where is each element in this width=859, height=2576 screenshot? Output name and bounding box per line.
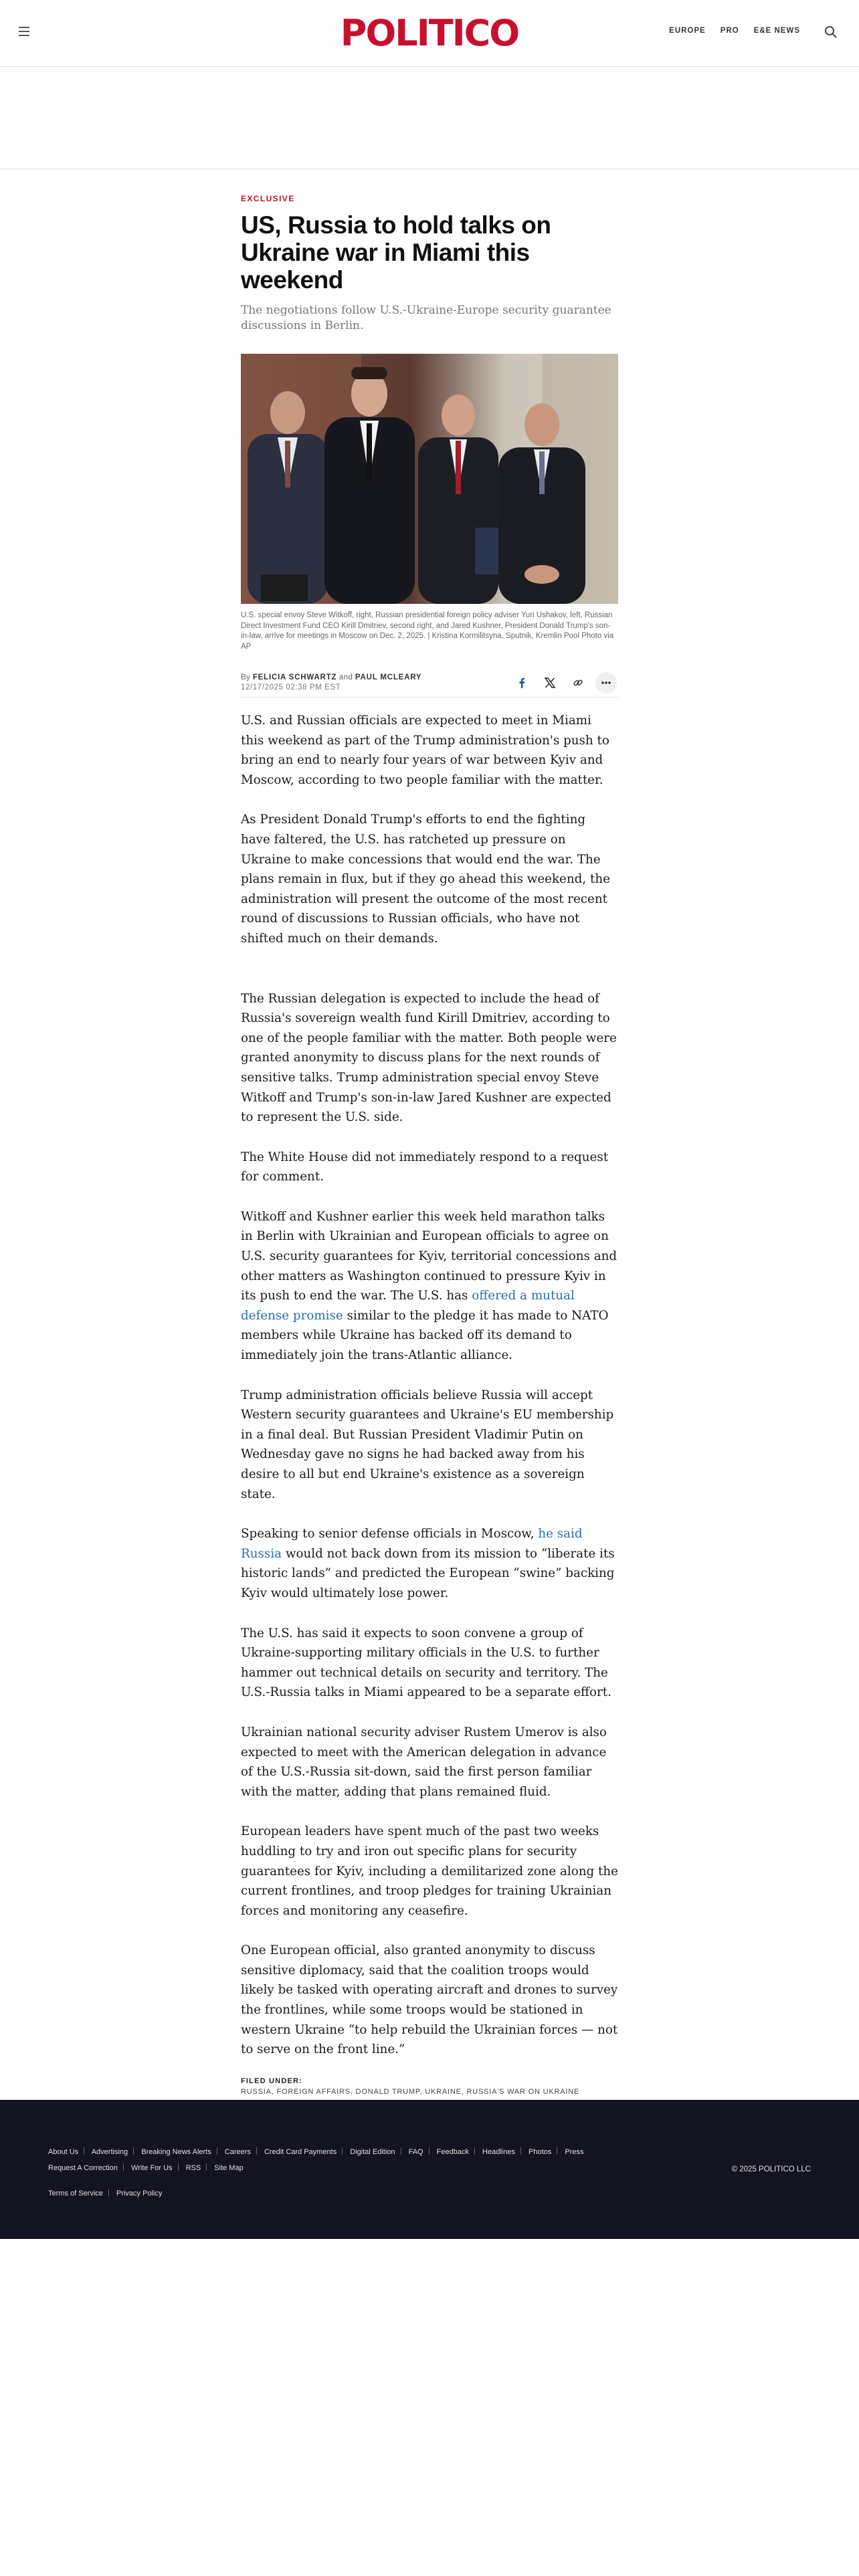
paragraph: The White House did not immediately respond to a request for comment. xyxy=(241,1150,609,1184)
politico-logo[interactable]: POLITICO xyxy=(340,12,519,54)
footer-link[interactable]: Feedback xyxy=(436,2148,469,2156)
footer-links-row-2 xyxy=(48,2160,597,2176)
article xyxy=(241,194,618,2096)
photo-caption: U.S. special envoy Steve Witkoff, right, Russian presidential foreign policy adviser Yuri Ushakov, left, Russian Direct Investment Fund CEO Kirill Dmitriev, second right, and Jared Kushner, President Donald Trump's son-in-law, arrive for meetings in Moscow on Dec. 2, 2025. | Kristina Kormilitsyna, Sputnik, Kremlin Pool Photo via AP xyxy=(241,611,614,651)
nav-ee-news[interactable]: E&E NEWS xyxy=(753,27,800,35)
author-link[interactable]: FELICIA SCHWARTZ xyxy=(252,673,337,681)
footer-link[interactable]: Headlines xyxy=(482,2148,515,2156)
facebook-share-button[interactable] xyxy=(511,672,533,693)
filed-under-label: FILED UNDER: xyxy=(241,2076,303,2085)
top-nav xyxy=(669,27,800,35)
copy-link-button[interactable] xyxy=(567,672,589,693)
footer-link[interactable]: Write For Us xyxy=(131,2164,173,2172)
share-buttons xyxy=(511,672,617,693)
footer-link[interactable]: Careers xyxy=(224,2148,251,2156)
inline-link-he-said-russia[interactable]: he said Russia xyxy=(241,1527,583,1561)
site-footer xyxy=(0,2100,859,2239)
footer-link[interactable]: Request A Correction xyxy=(48,2164,118,2172)
footer-link[interactable]: Digital Edition xyxy=(350,2148,395,2156)
x-share-button[interactable] xyxy=(539,672,561,693)
inline-link-defense-promise[interactable]: offered a mutual defense promise xyxy=(241,1289,575,1323)
footer-link[interactable]: Breaking News Alerts xyxy=(141,2148,211,2156)
more-icon xyxy=(601,677,611,688)
filed-under-tags[interactable]: RUSSIA, FOREIGN AFFAIRS, DONALD TRUMP, UKRAINE, RUSSIA'S WAR ON UKRAINE xyxy=(241,2087,580,2096)
footer-link[interactable]: About Us xyxy=(48,2148,79,2156)
footer-link[interactable]: FAQ xyxy=(408,2148,423,2156)
footer-link[interactable]: Press xyxy=(565,2148,584,2156)
paragraph: Speaking to senior defense officials in Moscow, he said Russia would not back down from its mission to “liberate its historic lands” and predicted the European “swine” backing Kyiv would ultimately lose power. xyxy=(241,1527,615,1600)
footer-link[interactable]: Photos xyxy=(529,2148,552,2156)
paragraph: As President Donald Trump's efforts to end the fighting have faltered, the U.S. has ratcheted up pressure on Ukraine to make concessions that would end the war. The plans remain in flux, but if they go ahead this weekend, the administration will present the outcome of the most recent round of discussions to Russian officials, who have not shifted much on their demands. xyxy=(241,813,610,946)
footer-link[interactable]: Advertising xyxy=(91,2148,128,2156)
byline: By FELICIA SCHWARTZ and PAUL MCLEARY xyxy=(241,673,422,681)
nav-europe[interactable]: EUROPE xyxy=(669,27,706,35)
lead-photo-illustration xyxy=(241,354,618,604)
footer-legal xyxy=(48,2185,597,2202)
search-icon[interactable] xyxy=(824,25,838,39)
footer-link[interactable]: RSS xyxy=(185,2164,201,2172)
paragraph: Trump administration officials believe Russia will accept Western security guarantees and Ukraine's EU membership in a final deal. But Russian President Vladimir Putin on Wednesday gave no signs he had backed away from his desire to all but end Ukraine's existence as a sovereign state. xyxy=(241,1388,614,1501)
site-header xyxy=(0,0,859,67)
paragraph: Witkoff and Kushner earlier this week held marathon talks in Berlin with Ukrainian and European officials to agree on U.S. security guarantees for Kyiv, territorial concessions and other matters as Washington continued to pressure Kyiv in its push to end the war. The U.S. has offered a mutual defense promise similar to the pledge it has made to NATO members while Ukraine has backed off its demand to immediately join the trans-Atlantic alliance. xyxy=(241,1209,617,1363)
paragraph: The Russian delegation is expected to include the head of Russia's sovereign wealth fund Kirill Dmitriev, according to one of the people familiar with the matter. Both people were granted anonymity to discuss plans for the next rounds of sensitive talks. Trump administration special envoy Steve Witkoff and Trump's son-in-law Jared Kushner are expected to represent the U.S. side. xyxy=(241,991,617,1125)
ad-slot xyxy=(0,68,859,169)
timestamp: 12/17/2025 02:38 PM EST xyxy=(241,683,341,691)
article-body xyxy=(241,711,618,2060)
headline: US, Russia to hold talks on Ukraine war in Miami this weekend xyxy=(241,211,551,294)
more-share-button[interactable] xyxy=(595,672,617,693)
author-link[interactable]: PAUL MCLEARY xyxy=(355,673,422,681)
x-icon xyxy=(545,677,555,688)
footer-link[interactable]: Credit Card Payments xyxy=(264,2148,337,2156)
lead-photo xyxy=(241,354,618,604)
paragraph: The U.S. has said it expects to soon convene a group of Ukraine-supporting military officials in the U.S. to further hammer out technical details on security and territory. The U.S.-Russia talks in Miami appeared to be a separate effort. xyxy=(241,1626,611,1700)
copyright: © 2025 POLITICO LLC xyxy=(731,2165,811,2173)
terms-link[interactable]: Terms of Service xyxy=(48,2189,103,2197)
filed-under xyxy=(241,2077,618,2096)
byline-row xyxy=(241,673,618,697)
dek: The negotiations follow U.S.-Ukraine-Europe security guarantee discussions in Berlin. xyxy=(241,304,611,332)
paragraph: U.S. and Russian officials are expected to meet in Miami this weekend as part of the Trump administration's push to bring an end to nearly four years of war between Kyiv and Moscow, according to two people familiar with the matter. xyxy=(241,714,609,787)
paragraph: European leaders have spent much of the past two weeks huddling to try and iron out specific plans for security guarantees for Kyiv, including a demilitarized zone along the current frontlines, and troop pledges for training Ukrainian forces and monitoring any ceasefire. xyxy=(241,1824,618,1918)
privacy-link[interactable]: Privacy Policy xyxy=(116,2189,163,2197)
kicker-label[interactable]: EXCLUSIVE xyxy=(241,194,295,203)
facebook-icon xyxy=(516,677,527,688)
footer-links-row-1 xyxy=(48,2144,597,2160)
paragraph: Ukrainian national security adviser Rustem Umerov is also expected to meet with the American delegation in advance of the U.S.-Russia sit-down, said the first person familiar with the matter, adding that plans remained fluid. xyxy=(241,1725,607,1799)
nav-pro[interactable]: PRO xyxy=(720,27,739,35)
footer-link[interactable]: Site Map xyxy=(214,2164,244,2172)
link-icon xyxy=(573,677,583,688)
footer-links xyxy=(48,2144,597,2176)
paragraph: One European official, also granted anonymity to discuss sensitive diplomacy, said that the coalition troops would likely be tasked with operating aircraft and drones to survey the frontlines, while some troops would be stationed in western Ukraine “to help rebuild the Ukrainian forces — not to serve on the front line.” xyxy=(241,1943,618,2057)
